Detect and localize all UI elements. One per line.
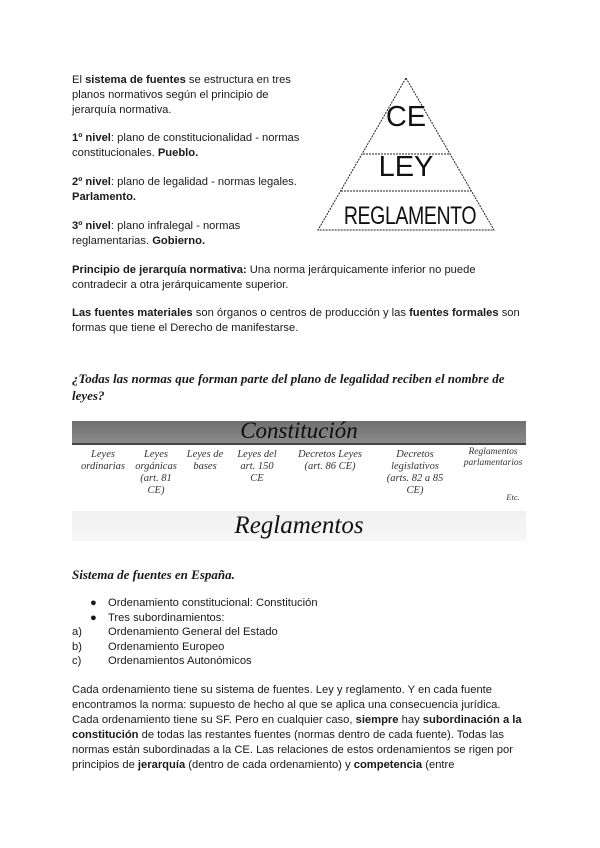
- list-item: ● Ordenamiento constitucional: Constitución: [90, 597, 318, 609]
- table-cell: Leyes de bases: [186, 449, 224, 472]
- pyramid-middle-label: LEY: [378, 151, 434, 183]
- table-cell: Leyes del art. 150 CE: [237, 449, 277, 484]
- pyramid-top-label: CE: [385, 101, 427, 133]
- sources-paragraph: Las fuentes materiales son órganos o centros de producción y las fuentes formales son formas que tiene el Derecho de manifestarse.: [72, 307, 520, 334]
- table-cell: Leyes orgánicas (art. 81 CE): [135, 449, 177, 496]
- closing-paragraph: Cada ordenamiento tiene su sistema de fuentes. Ley y reglamento. Y en cada fuente encontramos la norma: supuesto de hecho al que se aplica una consecuencia jurídica. Cada ordenamiento tiene su SF. Pero en cualquier caso, siempre hay subordinación a la constitución de todas las restantes fuentes (normas dentro de cada fuente). Todas las normas están subordinadas a la CE. Las relaciones de estos ordenamientos se rigen por principios de jerarquía (dentro de cada ordenamiento) y competencia (entre: [72, 684, 522, 771]
- intro-paragraph: El sistema de fuentes se estructura en tres planos normativos según el principio de jerarquía normativa.: [72, 74, 291, 116]
- ordenamientos-list: [72, 596, 532, 669]
- question-heading: ¿Todas las normas que forman parte del plano de legalidad reciben el nombre de leyes?: [72, 371, 505, 403]
- level-2: 2º nivel: plano de legalidad - normas legales. Parlamento.: [72, 176, 297, 203]
- level-3: 3º nivel: plano infralegal - normas reglamentarias. Gobierno.: [72, 220, 241, 247]
- table-cell: Leyes ordinarias: [81, 449, 125, 472]
- table-cell: Decretos legislativos (arts. 82 a 85 CE): [386, 449, 444, 496]
- list-item: c) Ordenamientos Autonómicos: [72, 655, 252, 668]
- principle-paragraph: Principio de jerarquía normativa: Una norma jerárquicamente inferior no puede contradecir a otra jerárquicamente superior.: [72, 264, 476, 291]
- level-1: 1º nivel: plano de constitucionalidad - normas constitucionales. Pueblo.: [72, 132, 300, 159]
- table-cell: Reglamentos parlamentarios: [463, 447, 523, 468]
- table-bottom-title: Reglamentos: [234, 512, 364, 539]
- table-top-title: Constitución: [240, 418, 358, 443]
- list-item: ● Tres subordinamientos:: [90, 611, 225, 624]
- list-item: b) Ordenamiento Europeo: [72, 640, 225, 653]
- table-etc: Etc.: [506, 492, 520, 502]
- sf-heading: Sistema de fuentes en España.: [72, 567, 235, 582]
- pyramid-bottom-label: REGLAMENTO: [343, 202, 477, 230]
- table-cell: Decretos Leyes (art. 86 CE): [297, 449, 363, 472]
- list-item: a) Ordenamiento General del Estado: [72, 626, 278, 639]
